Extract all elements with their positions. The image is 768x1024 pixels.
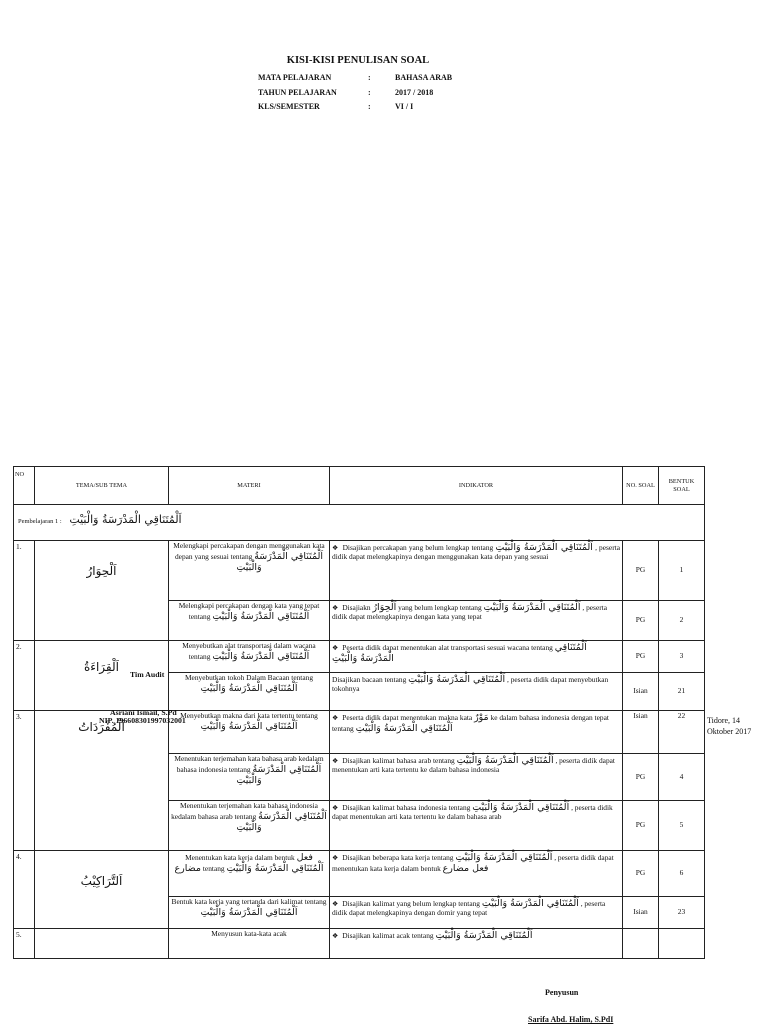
meta-colon: :	[368, 73, 371, 82]
indikator-text: , peserta didik dapat menyebutkan tokohnya	[332, 675, 609, 694]
indikator-text: , peserta didik dapat menentukan kata kerja dalam bentuk	[332, 853, 614, 874]
indikator-text: , peserta didik dapat melengkapinya dengan kata yang tepat	[332, 603, 608, 622]
indikator-text: Disajikan kalimat bahasa arab tentang	[342, 756, 455, 765]
diamond-bullet-icon: ❖	[332, 644, 339, 652]
tema-cell	[35, 541, 169, 641]
indikator-arabic: اَلْمُتَنَاقِي الْمَدْرَسَةُ وَالْبَيْتِ	[355, 723, 453, 735]
table-row	[14, 641, 705, 673]
materi-cell	[169, 541, 330, 601]
indikator-text: yang belum lengkap tentang	[398, 603, 482, 612]
table-header-row	[14, 467, 705, 505]
pembelajaran-label: Pembelajaran 1 :	[18, 518, 62, 525]
indikator-text: , peserta didik dapat menentukan arti kata tertentu ke dalam bahasa arab	[332, 803, 613, 822]
materi-cell	[169, 601, 330, 641]
row-no: 3.	[14, 711, 35, 851]
indikator-arabic: مَوْرٌ	[474, 712, 489, 723]
materi-cell	[169, 641, 330, 673]
diamond-bullet-icon: ❖	[332, 714, 339, 722]
indikator-cell	[330, 673, 623, 711]
no-soal-cell: 23	[659, 897, 705, 929]
materi-text: Melengkapi percakapan dengan kata yang tepat tentang	[178, 601, 320, 621]
indikator-text: Peserta didik dapat menentukan alat transportasi sesuai wacana tentang	[342, 643, 553, 652]
indikator-text: Peserta didik dapat menentukan makna kata	[342, 713, 473, 722]
indikator-arabic: اَلْمُتَنَاقِي الْمَدْرَسَةُ وَالْبَيْتِ	[332, 642, 587, 665]
materi-text: tentang	[202, 864, 225, 874]
materi-text: Menyebutkan tokoh Dalam Bacaan tentang	[184, 673, 314, 682]
row-no: 5.	[14, 929, 35, 959]
materi-cell	[169, 851, 330, 897]
tema-arabic: اَلتَّرَاكِيْبُ	[80, 874, 123, 888]
diamond-bullet-icon: ❖	[332, 757, 339, 765]
penyusun-label: Penyusun	[545, 988, 579, 997]
indikator-text: ke dalam bahasa indonesia dengan tepat tentang	[332, 713, 609, 734]
indikator-cell	[330, 601, 623, 641]
diamond-bullet-icon: ❖	[332, 854, 339, 862]
indikator-cell	[330, 711, 623, 754]
meta-label: MATA PELAJARAN	[258, 73, 332, 82]
meta-value: VI / I	[395, 102, 414, 111]
indikator-cell	[330, 897, 623, 929]
col-header-tema: TEMA/SUB TEMA	[35, 467, 169, 505]
indikator-text: Disajikan bacaan tentang	[332, 675, 407, 684]
indikator-text: , peserta didik dapat melengkapinya dengan domir yang tepat	[332, 899, 606, 918]
no-soal-cell: 6	[659, 851, 705, 897]
materi-cell: Menyusun kata-kata acak	[169, 929, 330, 959]
bentuk-soal-cell: PG	[623, 754, 659, 801]
materi-text: Bentuk kata kerja yang tertanda dari kalimat tentang	[171, 897, 327, 906]
indikator-arabic: اَلْمُتَنَاقِي الْمَدْرَسَةُ وَالْبَيْتِ	[456, 755, 554, 766]
bentuk-soal-cell: Isian	[623, 897, 659, 929]
indikator-arabic: اَلْمُتَنَاقِي الْمَدْرَسَةُ وَالْبَيْتِ	[481, 898, 579, 909]
meta-colon: :	[368, 88, 371, 97]
indikator-arabic: اَلْحِوَارُ	[372, 602, 397, 613]
no-soal-cell: 4	[659, 754, 705, 801]
place-date: Tidore, 14 Oktober 2017	[707, 716, 752, 736]
no-soal-cell: 5	[659, 801, 705, 851]
meta-label: TAHUN PELAJARAN	[258, 88, 337, 97]
document-title: KISI-KISI PENULISAN SOAL	[286, 55, 430, 66]
col-header-bentuk-soal: BENTUK SOAL	[659, 467, 705, 505]
bentuk-soal-cell: PG	[623, 641, 659, 673]
materi-arabic: اَلْمُتَنَاقِي الْمَدْرَسَةُ وَالْبَيْتِ	[200, 720, 298, 732]
auditor-nip: NIP. 196608301997032001	[99, 716, 186, 725]
penyusun-name: Sarifa Abd. Halim, S.PdI	[528, 1015, 614, 1024]
table-row	[14, 541, 705, 601]
meta-value: BAHASA ARAB	[395, 73, 453, 82]
materi-cell	[169, 897, 330, 929]
pembelajaran-arabic: اَلْمُتَنَاقِي الْمَدْرَسَةُ وَالْبَيْتِ	[69, 513, 182, 526]
indikator-text: Disajikan beberapa kata kerja tentang	[342, 853, 454, 862]
indikator-text: Disajikan percakapan yang belum lengkap tentang	[342, 543, 494, 552]
diamond-bullet-icon: ❖	[332, 804, 339, 812]
indikator-arabic: اَلْمُتَنَاقِي الْمَدْرَسَةُ وَالْبَيْتِ	[435, 930, 533, 941]
tema-cell	[35, 851, 169, 929]
no-soal-cell: 21	[659, 673, 705, 711]
bentuk-soal-cell: PG	[623, 601, 659, 641]
diamond-bullet-icon: ❖	[332, 604, 339, 612]
meta-label: KLS/SEMESTER	[258, 102, 320, 111]
materi-arabic: فعل مضارع	[174, 852, 313, 875]
no-soal-cell: 22	[659, 711, 705, 754]
materi-arabic: اَلْمُتَنَاقِي الْمَدْرَسَةُ وَالْبَيْتِ	[212, 650, 310, 662]
table-row	[14, 851, 705, 897]
bentuk-soal-cell: PG	[623, 801, 659, 851]
diamond-bullet-icon: ❖	[332, 544, 339, 552]
materi-arabic: اَلْمُتَنَاقِي الْمَدْرَسَةُ وَالْبَيْتِ	[200, 906, 298, 918]
diamond-bullet-icon: ❖	[332, 932, 339, 940]
materi-text: Menentukan kata kerja dalam bentuk	[185, 853, 295, 862]
row-no: 4.	[14, 851, 35, 929]
bentuk-soal-cell: Isian	[623, 711, 659, 754]
tema-arabic: اَلْقِرَاءَةُ	[84, 660, 119, 674]
indikator-cell	[330, 851, 623, 897]
materi-text: Menentukan terjemahan kata bahasa arab kedalam bahasa indonesia tentang	[174, 754, 324, 774]
table-row	[14, 929, 705, 959]
materi-text: Menyebutkan alat transportasi dalam wacana tentang	[182, 641, 316, 661]
tema-arabic: اَلْحِوَارُ	[86, 564, 117, 578]
kisi-kisi-table-container	[13, 466, 705, 941]
pembelajaran-row	[14, 505, 705, 541]
materi-text: Melengkapi percakapan dengan menggunakan kata depan yang sesuai tentang	[173, 541, 325, 561]
indikator-text: Disajikan kalimat acak tentang	[342, 931, 434, 940]
indikator-text: , peserta didik dapat menentukan arti kata tertentu ke dalam bahasa indonesia	[332, 756, 615, 775]
no-soal-cell: 3	[659, 641, 705, 673]
col-header-indikator: INDIKATOR	[330, 467, 623, 505]
indikator-text: Disajiakn	[342, 603, 371, 612]
indikator-cell	[330, 754, 623, 801]
col-header-no-soal: NO. SOAL	[623, 467, 659, 505]
bentuk-soal-cell	[623, 929, 659, 959]
indikator-arabic: اَلْمُتَنَاقِي الْمَدْرَسَةُ وَالْبَيْتِ	[495, 542, 593, 553]
bentuk-soal-cell: PG	[623, 851, 659, 897]
auditor-name: Asriani Ismail, S.Pd	[110, 708, 177, 717]
tema-arabic: اَلْمُفْرَدَاتُ	[78, 720, 125, 734]
bentuk-soal-cell: PG	[623, 541, 659, 601]
materi-cell	[169, 754, 330, 801]
no-soal-cell: 1	[659, 541, 705, 601]
materi-cell	[169, 673, 330, 711]
col-header-no: NO	[14, 467, 35, 505]
no-soal-cell	[659, 929, 705, 959]
row-no: 2.	[14, 641, 35, 711]
indikator-arabic: اَلْمُتَنَاقِي الْمَدْرَسَةُ وَالْبَيْتِ	[483, 602, 581, 613]
row-no: 1.	[14, 541, 35, 641]
indikator-cell	[330, 641, 623, 673]
meta-value: 2017 / 2018	[395, 88, 434, 97]
indikator-text: Disajikan kalimat yang belum lengkap tentang	[342, 899, 480, 908]
materi-arabic: اَلْمُتَنَاقِي الْمَدْرَسَةُ وَالْبَيْتِ	[226, 863, 324, 875]
tema-cell	[35, 711, 169, 851]
tema-cell	[35, 929, 169, 959]
indikator-cell	[330, 801, 623, 851]
diamond-bullet-icon: ❖	[332, 900, 339, 908]
pembelajaran-cell	[14, 505, 705, 541]
bentuk-soal-cell: Isian	[623, 673, 659, 711]
materi-arabic: اَلْمُتَنَاقِي الْمَدْرَسَةُ وَالْبَيْتِ	[236, 550, 324, 574]
materi-text: Menyebutkan makna dari kata tertentu tentang	[180, 711, 318, 720]
indikator-cell	[330, 929, 623, 959]
no-soal-cell: 2	[659, 601, 705, 641]
indikator-arabic: فعل مضارع	[442, 863, 489, 875]
materi-cell	[169, 801, 330, 851]
indikator-arabic: اَلْمُتَنَاقِي الْمَدْرَسَةُ وَالْبَيْتِ	[455, 852, 553, 863]
indikator-cell	[330, 541, 623, 601]
materi-arabic: اَلْمُتَنَاقِي الْمَدْرَسَةُ وَالْبَيْتِ	[236, 763, 322, 787]
materi-arabic: اَلْمُتَنَاقِي الْمَدْرَسَةُ وَالْبَيْتِ	[236, 810, 327, 834]
col-header-materi: MATERI	[169, 467, 330, 505]
indikator-text: , peserta didik dapat melengkapinya dengan menggunakan kata depan yang sesuai	[332, 543, 620, 562]
materi-cell	[169, 711, 330, 754]
tim-audit-label: Tim Audit	[130, 670, 165, 679]
indikator-text: Disajikan kalimat bahasa indonesia tentang	[342, 803, 471, 812]
indikator-arabic: اَلْمُتَنَاقِي الْمَدْرَسَةُ وَالْبَيْتِ	[408, 674, 506, 685]
materi-arabic: اَلْمُتَنَاقِي الْمَدْرَسَةُ وَالْبَيْتِ	[212, 610, 310, 622]
indikator-arabic: اَلْمُتَنَاقِي الْمَدْرَسَةُ وَالْبَيْتِ	[472, 802, 570, 813]
materi-text: Menentukan terjemahan kata bahasa indonesia kedalam bahasa arab tentang	[171, 801, 318, 821]
materi-arabic: اَلْمُتَنَاقِي الْمَدْرَسَةُ وَالْبَيْتِ	[200, 682, 298, 694]
meta-colon: :	[368, 102, 371, 111]
